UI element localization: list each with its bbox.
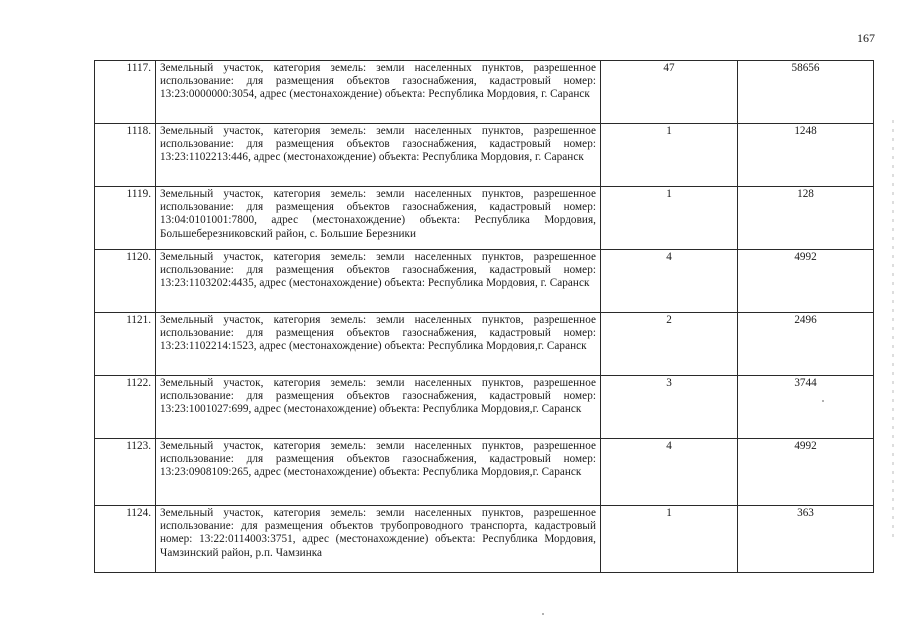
quantity-cell: 4 [601,250,738,313]
land-plots-table [94,60,874,573]
table-row [95,439,874,506]
row-number-cell: 1122. [95,376,156,439]
quantity-cell: 3 [601,376,738,439]
table-row [95,187,874,250]
description-cell: Земельный участок, категория земель: земли населенных пунктов, разрешенное использование: для размещения объектов газоснабжения, кадастровый номер: 13:23:1102213:446, адрес (местонахождение) объекта: Республика Мордовия, г. Саранск [156,124,601,187]
area-cell: 363 [738,506,874,573]
quantity-cell: 1 [601,506,738,573]
quantity-cell: 1 [601,124,738,187]
area-cell: 4992 [738,439,874,506]
quantity-cell: 47 [601,61,738,124]
row-number-cell: 1124. [95,506,156,573]
row-number-cell: 1121. [95,313,156,376]
row-number-cell: 1118. [95,124,156,187]
table-row [95,124,874,187]
description-cell: Земельный участок, категория земель: земли населенных пунктов, разрешенное использование: для размещения объектов газоснабжения, кадастровый номер: 13:23:1001027:699, адрес (местонахождение) объекта: Республика Мордовия,г. Саранск [156,376,601,439]
table-row [95,313,874,376]
quantity-cell: 2 [601,313,738,376]
table-row [95,61,874,124]
scan-edge-artifact [892,120,894,540]
description-cell: Земельный участок, категория земель: земли населенных пунктов, разрешенное использование: для размещения объектов газоснабжения, кадастровый номер: 13:23:1102214:1523, адрес (местонахождение) объекта: Республика Мордовия,г. Саранск [156,313,601,376]
area-cell: 1248 [738,124,874,187]
row-number-cell: 1123. [95,439,156,506]
description-cell: Земельный участок, категория земель: земли населенных пунктов, разрешенное использование: для размещения объектов трубопроводного транспорта, кадастровый номер: 13:22:0114003:3751, адрес (местонахождение) объекта: Республика Мордовия, Чамзинский район, р.п. Чамзинка [156,506,601,573]
area-cell: 4992 [738,250,874,313]
description-cell: Земельный участок, категория земель: земли населенных пунктов, разрешенное использование: для размещения объектов газоснабжения, кадастровый номер: 13:23:0908109:265, адрес (местонахождение) объекта: Республика Мордовия,г. Саранск [156,439,601,506]
page-number: 167 [857,31,875,45]
table-row [95,376,874,439]
description-cell: Земельный участок, категория земель: земли населенных пунктов, разрешенное использование: для размещения объектов газоснабжения, кадастровый номер: 13:23:1103202:4435, адрес (местонахождение) объекта: Республика Мордовия, г. Саранск [156,250,601,313]
table-row [95,506,874,573]
table-row [95,250,874,313]
scan-speck [822,400,824,402]
quantity-cell: 1 [601,187,738,250]
area-cell: 2496 [738,313,874,376]
row-number-cell: 1119. [95,187,156,250]
area-cell: 3744 [738,376,874,439]
row-number-cell: 1120. [95,250,156,313]
description-cell: Земельный участок, категория земель: земли населенных пунктов, разрешенное использование: для размещения объектов газоснабжения, кадастровый номер: 13:04:0101001:7800, адрес (местонахождение) объекта: Республика Мордовия, Большеберезниковский район, с. Большие Березники [156,187,601,250]
row-number-cell: 1117. [95,61,156,124]
scan-speck [542,613,544,615]
area-cell: 58656 [738,61,874,124]
area-cell: 128 [738,187,874,250]
description-cell: Земельный участок, категория земель: земли населенных пунктов, разрешенное использование: для размещения объектов газоснабжения, кадастровый номер: 13:23:0000000:3054, адрес (местонахождение) объекта: Республика Мордовия, г. Саранск [156,61,601,124]
table-body [95,61,874,573]
quantity-cell: 4 [601,439,738,506]
